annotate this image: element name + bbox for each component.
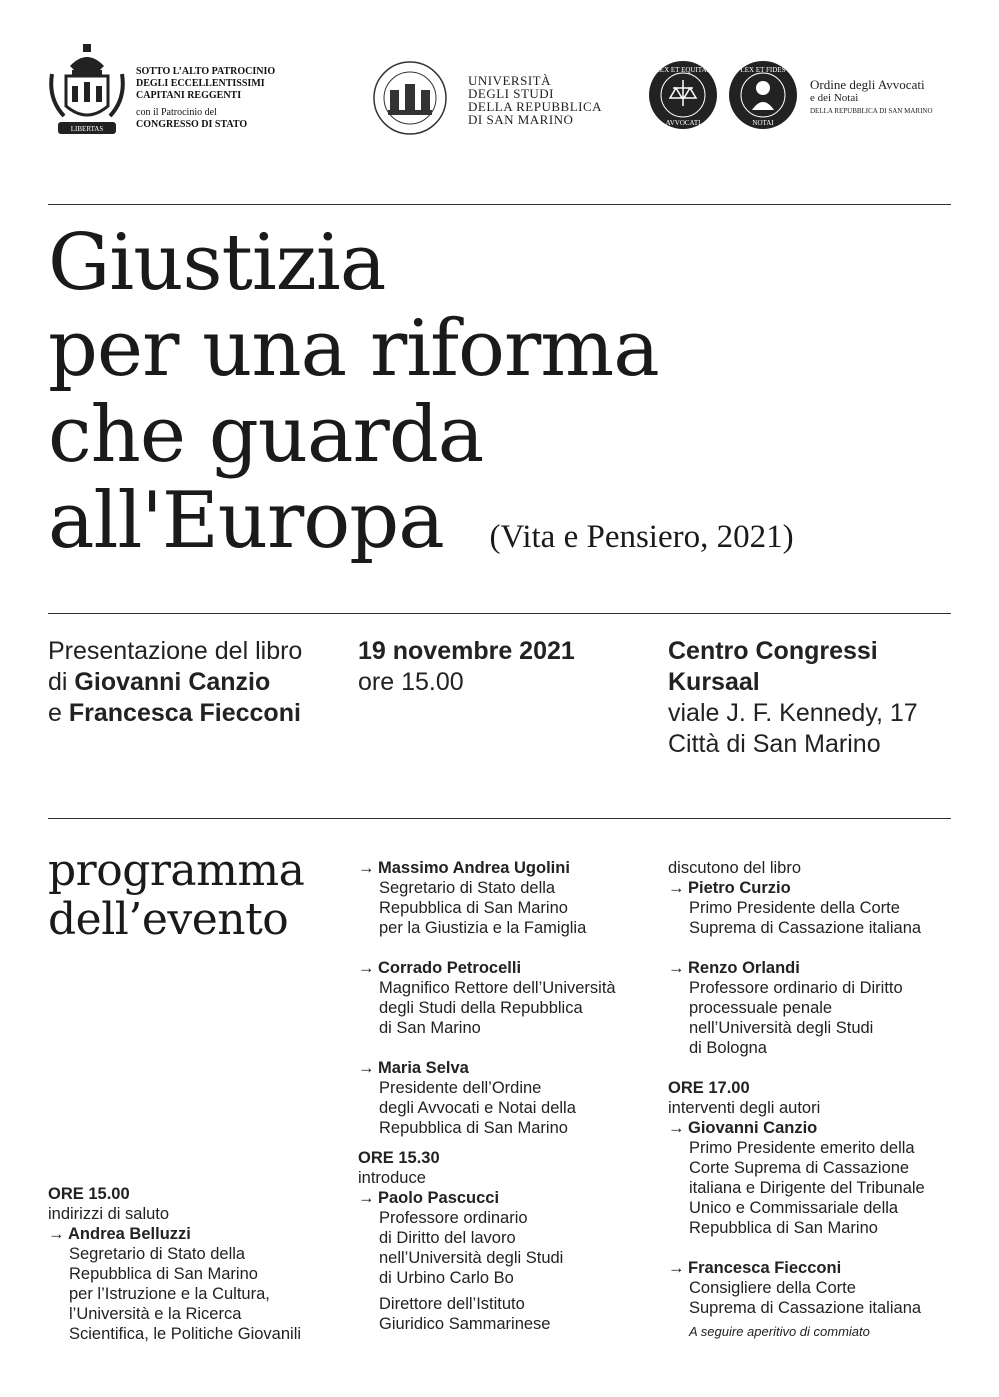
speaker-description bbox=[668, 1278, 968, 1318]
arrow-icon: → bbox=[358, 1189, 375, 1207]
venue-city: Città di San Marino bbox=[668, 730, 881, 758]
desc-line: processuale penale bbox=[689, 999, 833, 1017]
greetings-label: indirizzi di saluto bbox=[48, 1205, 170, 1223]
speaker-description bbox=[48, 1244, 348, 1344]
desc-line: Magnifico Rettore dell’Università bbox=[379, 979, 616, 997]
desc-line: Primo Presidente della Corte bbox=[689, 899, 900, 917]
program-column-2 bbox=[358, 858, 658, 1334]
arrow-icon: → bbox=[668, 1119, 685, 1137]
avvocati-seal-logo bbox=[648, 60, 718, 130]
speaker-description bbox=[668, 1138, 968, 1238]
speaker-entry bbox=[668, 878, 968, 938]
divider-bottom bbox=[48, 818, 951, 819]
title-subtitle: (Vita e Pensiero, 2021) bbox=[489, 519, 794, 555]
desc-line: Scientifica, le Politiche Giovanili bbox=[69, 1325, 302, 1343]
venue-info bbox=[668, 636, 918, 760]
venue-name2: Kursaal bbox=[668, 668, 760, 696]
author1-name: Giovanni Canzio bbox=[74, 668, 271, 696]
university-line4: DI SAN MARINO bbox=[468, 112, 574, 127]
desc-line: Segretario di Stato della bbox=[379, 879, 556, 897]
divider-top bbox=[48, 204, 951, 205]
program-title-line1: programma bbox=[48, 845, 305, 896]
university-line3: DELLA REPUBBLICA bbox=[468, 99, 603, 114]
desc-line: Suprema di Cassazione italiana bbox=[689, 919, 922, 937]
desc-line: Giuridico Sammarinese bbox=[379, 1315, 551, 1333]
time-1700: ORE 17.00 bbox=[668, 1079, 750, 1097]
arrow-icon: → bbox=[358, 1059, 375, 1077]
speaker-name: Andrea Belluzzi bbox=[68, 1225, 191, 1243]
author2-name: Francesca Fiecconi bbox=[68, 699, 301, 727]
introduce-label: introduce bbox=[358, 1169, 426, 1187]
desc-line: Suprema di Cassazione italiana bbox=[689, 1299, 922, 1317]
speaker-entry bbox=[358, 858, 658, 938]
desc-line: l’Università e la Ricerca bbox=[69, 1305, 242, 1323]
title-line3: che guarda bbox=[48, 390, 484, 480]
arrow-icon: → bbox=[668, 959, 685, 977]
desc-line: Repubblica di San Marino bbox=[69, 1265, 258, 1283]
program-title bbox=[48, 846, 304, 944]
speaker-entry bbox=[668, 958, 968, 1058]
university-name bbox=[468, 74, 602, 126]
presentation-label: Presentazione del libro bbox=[48, 637, 303, 665]
avvocati-seal-top: LEX ET EQUITAS bbox=[655, 66, 711, 74]
discussion-label: discutono del libro bbox=[668, 859, 801, 877]
e-label: e bbox=[48, 699, 62, 727]
speaker-name: Paolo Pascucci bbox=[378, 1189, 500, 1207]
arrow-icon: → bbox=[668, 879, 685, 897]
desc-line: per la Giustizia e la Famiglia bbox=[379, 919, 587, 937]
patronage-line1: SOTTO L’ALTO PATROCINIO bbox=[136, 66, 276, 77]
speaker-name: Corrado Petrocelli bbox=[378, 959, 522, 977]
closing-note: A seguire aperitivo di commiato bbox=[689, 1324, 870, 1339]
speaker-entry bbox=[668, 1258, 968, 1318]
time-1500: ORE 15.00 bbox=[48, 1185, 130, 1203]
patronage-line5: CONGRESSO DI STATO bbox=[136, 119, 248, 130]
desc-line: di San Marino bbox=[379, 1019, 481, 1037]
venue-address: viale J. F. Kennedy, 17 bbox=[668, 699, 918, 727]
divider-middle bbox=[48, 613, 951, 614]
speaker-name: Pietro Curzio bbox=[688, 879, 791, 897]
desc-line: Professore ordinario di Diritto bbox=[689, 979, 903, 997]
arrow-icon: → bbox=[358, 859, 375, 877]
title-line4: all'Europa bbox=[48, 476, 444, 566]
desc-line: Repubblica di San Marino bbox=[689, 1219, 878, 1237]
desc-line: Professore ordinario bbox=[379, 1209, 528, 1227]
desc-line: di Urbino Carlo Bo bbox=[379, 1269, 514, 1287]
speaker-name: Massimo Andrea Ugolini bbox=[378, 859, 570, 877]
order-line1: Ordine degli Avvocati bbox=[810, 77, 925, 92]
notai-seal-bottom: NOTAI bbox=[752, 119, 774, 127]
speaker-description bbox=[668, 978, 968, 1058]
desc-line: nell’Università degli Studi bbox=[379, 1249, 564, 1267]
san-marino-coat-of-arms-logo bbox=[48, 44, 126, 140]
speaker-entry bbox=[668, 1118, 968, 1238]
di-label: di bbox=[48, 668, 68, 696]
desc-line: Consigliere della Corte bbox=[689, 1279, 856, 1297]
order-line2: e dei Notai bbox=[810, 92, 859, 104]
desc-line: Corte Suprema di Cassazione bbox=[689, 1159, 910, 1177]
university-line2: DEGLI STUDI bbox=[468, 86, 555, 101]
speaker-entry bbox=[358, 958, 658, 1038]
speaker-description bbox=[358, 878, 658, 938]
patronage-line3: CAPITANI REGGENTI bbox=[136, 90, 242, 101]
desc-line: di Bologna bbox=[689, 1039, 767, 1057]
program-column-3 bbox=[668, 858, 968, 1342]
patronage-line4: con il Patrocinio del bbox=[136, 107, 217, 118]
notai-seal-logo bbox=[728, 60, 798, 130]
emblem-motto: LIBERTAS bbox=[70, 125, 104, 133]
desc-line: italiana e Dirigente del Tribunale bbox=[689, 1179, 925, 1197]
program-title-line2: dell’evento bbox=[48, 894, 289, 945]
program-column-1 bbox=[48, 1184, 348, 1344]
desc-line: Unico e Commissariale della bbox=[689, 1199, 899, 1217]
desc-line: nell’Università degli Studi bbox=[689, 1019, 874, 1037]
order-line3: DELLA REPUBBLICA DI SAN MARINO bbox=[810, 107, 933, 115]
desc-line: degli Studi della Repubblica bbox=[379, 999, 583, 1017]
desc-line: di Diritto del lavoro bbox=[379, 1229, 516, 1247]
title-line2: per una riforma bbox=[48, 304, 659, 394]
university-line1: UNIVERSITÀ bbox=[468, 73, 551, 88]
desc-line: degli Avvocati e Notai della bbox=[379, 1099, 576, 1117]
speaker-description bbox=[668, 898, 968, 938]
desc-line: per l’Istruzione e la Cultura, bbox=[69, 1285, 270, 1303]
speaker-name: Francesca Fiecconi bbox=[688, 1259, 842, 1277]
event-date: 19 novembre 2021 bbox=[358, 637, 575, 665]
avvocati-seal-bottom: AVVOCATI bbox=[665, 119, 701, 127]
title-line4-row bbox=[48, 478, 794, 580]
event-time: ore 15.00 bbox=[358, 668, 464, 696]
desc-line: Presidente dell’Ordine bbox=[379, 1079, 542, 1097]
speaker-name: Renzo Orlandi bbox=[688, 959, 800, 977]
arrow-icon: → bbox=[668, 1259, 685, 1277]
speaker-name: Maria Selva bbox=[378, 1059, 469, 1077]
venue-name1: Centro Congressi bbox=[668, 637, 878, 665]
desc-line: Repubblica di San Marino bbox=[379, 899, 568, 917]
arrow-icon: → bbox=[358, 959, 375, 977]
arrow-icon: → bbox=[48, 1225, 65, 1243]
notai-seal-top: LEX ET FIDES bbox=[740, 66, 786, 74]
authors-label: interventi degli autori bbox=[668, 1099, 821, 1117]
university-seal-logo bbox=[372, 60, 448, 136]
speaker-description bbox=[358, 978, 658, 1038]
title-line1: Giustizia bbox=[48, 218, 386, 308]
desc-line: Primo Presidente emerito della bbox=[689, 1139, 915, 1157]
patronage-line2: DEGLI ECCELLENTISSIMI bbox=[136, 78, 265, 89]
desc-line: Direttore dell’Istituto bbox=[379, 1295, 525, 1313]
desc-line: Repubblica di San Marino bbox=[379, 1119, 568, 1137]
presentation-info bbox=[48, 636, 302, 729]
speaker-description bbox=[358, 1078, 658, 1138]
order-name bbox=[810, 78, 933, 117]
date-info bbox=[358, 636, 575, 698]
speaker-name: Giovanni Canzio bbox=[688, 1119, 818, 1137]
speaker-description bbox=[358, 1208, 658, 1334]
speaker-entry bbox=[358, 1058, 658, 1138]
time-1530: ORE 15.30 bbox=[358, 1149, 440, 1167]
desc-line: Segretario di Stato della bbox=[69, 1245, 246, 1263]
patronage-text bbox=[136, 66, 275, 131]
